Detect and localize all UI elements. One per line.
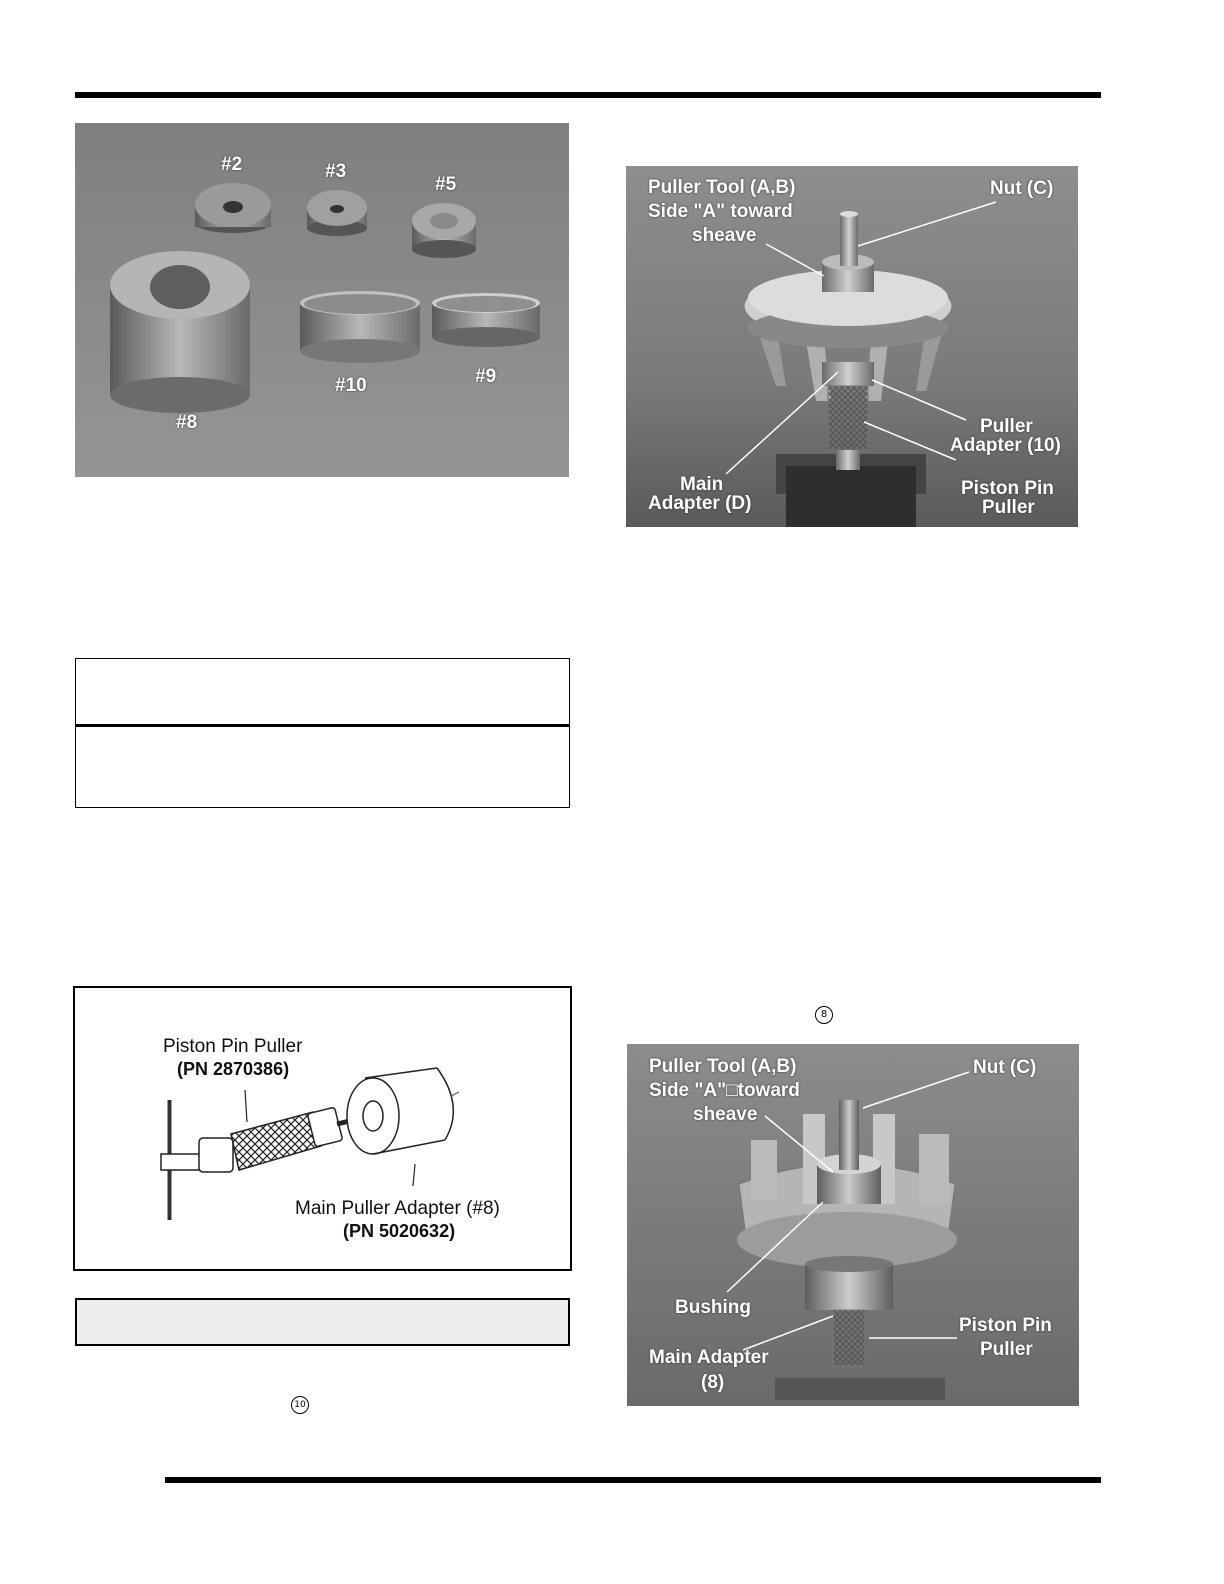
caution-box-header <box>75 658 570 728</box>
header-rule <box>75 92 1101 98</box>
puller-adapter-label-line1: Puller <box>980 416 1033 437</box>
tool-set-photo <box>75 123 569 477</box>
main-puller-adapter-pn: (PN 5020632) <box>343 1221 456 1241</box>
piston-pin-puller-label: Piston Pin Puller <box>163 1036 303 1057</box>
circled-ref-10: 10 <box>291 1396 309 1414</box>
tool-label-10: #10 <box>335 375 367 396</box>
main-puller-adapter-label: Main Puller Adapter (#8) <box>295 1198 500 1219</box>
puller-tool-label-line2-b: Side "A"□toward <box>649 1080 800 1101</box>
puller-tool-label-line2: Side "A" toward <box>648 201 793 222</box>
tool-label-8: #8 <box>176 412 198 433</box>
caution-box-body <box>75 726 570 808</box>
nut-label: Nut (C) <box>990 178 1054 199</box>
bushing-label: Bushing <box>675 1297 751 1318</box>
circled-ref-8: 8 <box>815 1006 833 1024</box>
note-box <box>75 1298 570 1346</box>
puller-adapter-label-line2: Adapter (10) <box>950 435 1061 456</box>
tool-label-9: #9 <box>475 366 497 387</box>
puller-assembly-photo <box>626 166 1078 527</box>
tool-label-2: #2 <box>221 154 243 175</box>
footer-rule <box>165 1477 1101 1483</box>
piston-pin-label-line2-b: Puller <box>980 1339 1033 1360</box>
piston-pin-puller-pn: (PN 2870386) <box>177 1059 290 1079</box>
piston-pin-label-line1-b: Piston Pin <box>959 1315 1052 1336</box>
puller-tool-label-line1-b: Puller Tool (A,B) <box>649 1056 797 1077</box>
nut-label-b: Nut (C) <box>973 1057 1037 1078</box>
main-adapter-label-line1: Main <box>680 474 724 495</box>
main-adapter-label-line2: Adapter (D) <box>648 493 752 514</box>
puller-tool-label-line1: Puller Tool (A,B) <box>648 177 796 198</box>
tool-set-illustration <box>75 123 569 477</box>
main-adapter-label-line2-b: (8) <box>701 1372 725 1393</box>
piston-pin-label-line1: Piston Pin <box>961 478 1054 499</box>
puller-diagram-drawing <box>75 988 574 1273</box>
puller-tool-label-line3-b: sheave <box>693 1104 758 1125</box>
tool-label-5: #5 <box>435 174 457 195</box>
bushing-removal-photo <box>627 1044 1079 1406</box>
main-adapter-label-line1-b: Main Adapter <box>649 1347 769 1368</box>
puller-tool-label-line3: sheave <box>692 225 757 246</box>
puller-diagram-frame <box>73 986 572 1271</box>
piston-pin-label-line2: Puller <box>982 497 1035 518</box>
tool-label-3: #3 <box>325 161 347 182</box>
